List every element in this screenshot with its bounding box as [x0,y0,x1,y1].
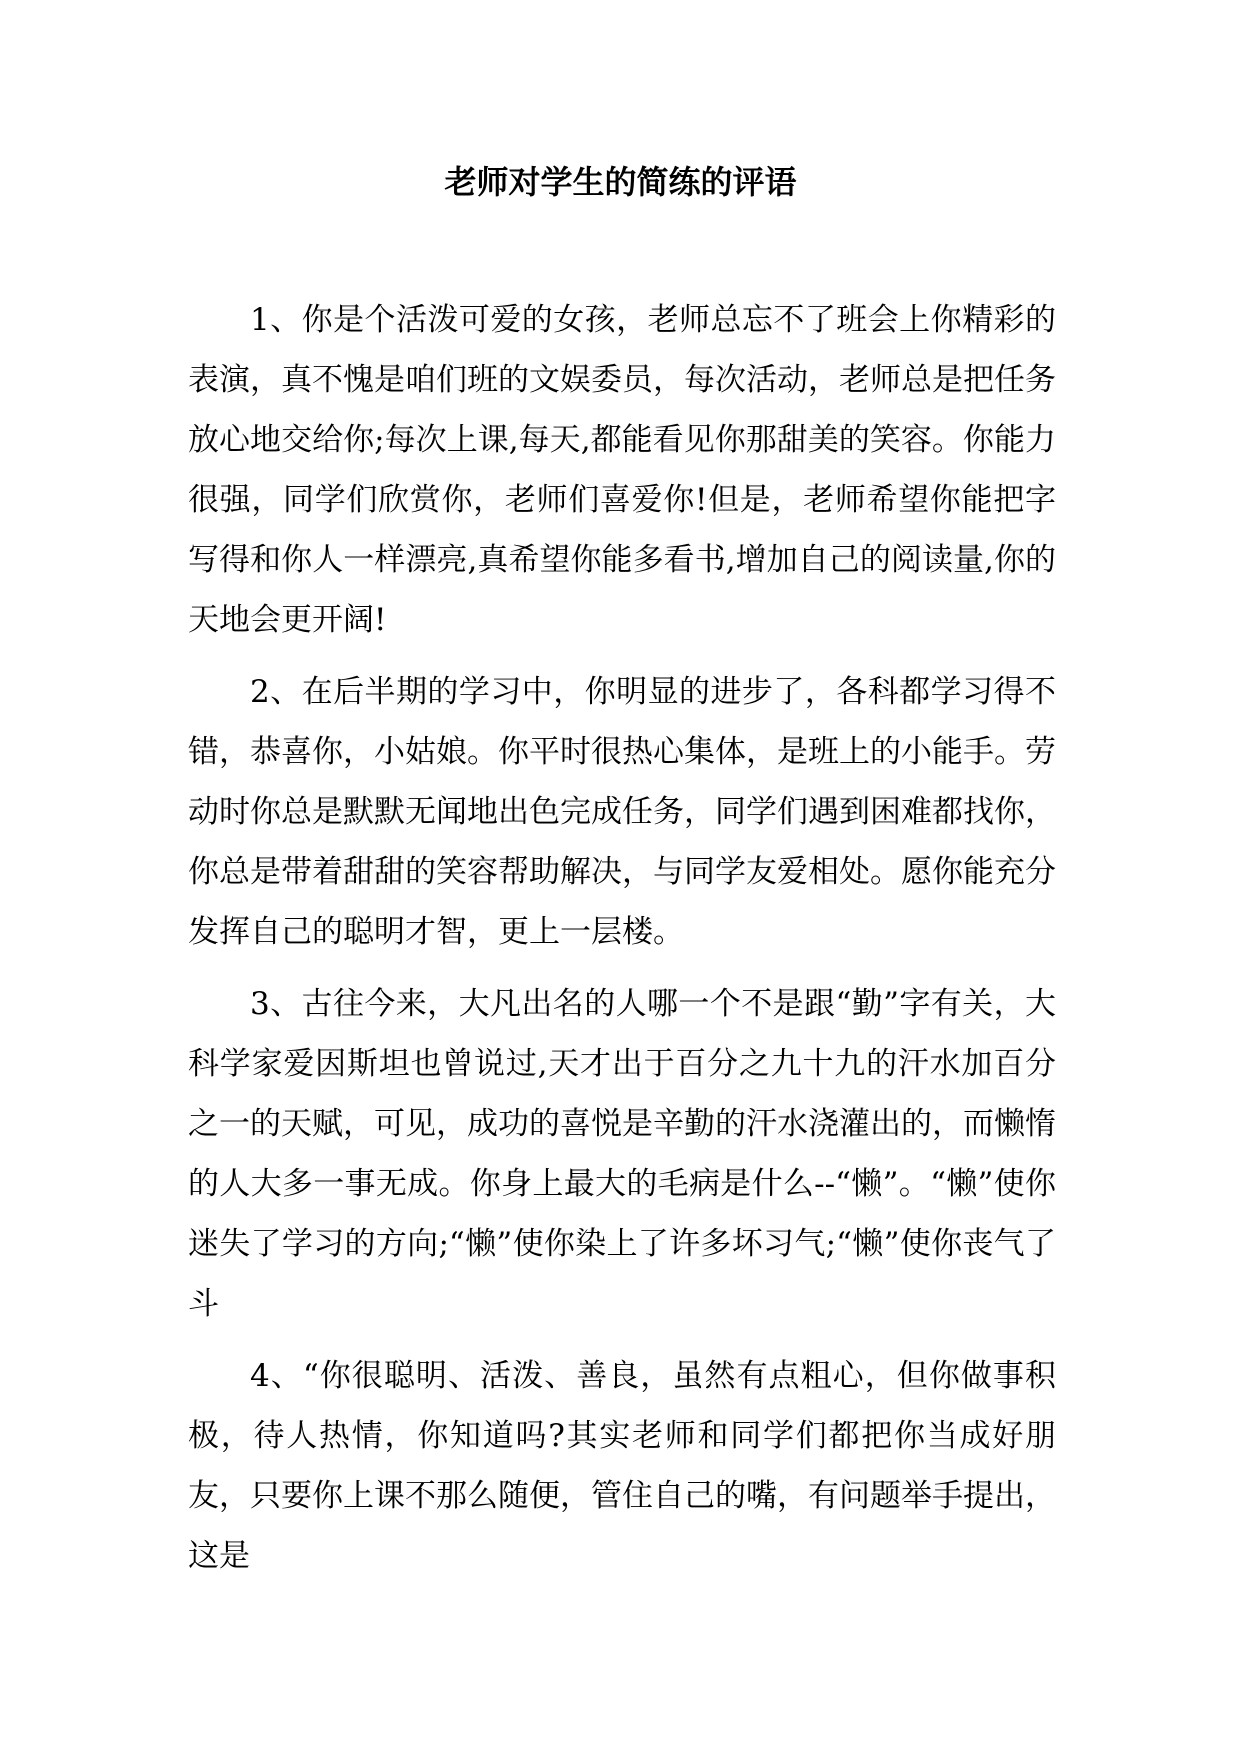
document-title: 老师对学生的简练的评语 [444,163,797,201]
paragraph-4: 4、“你很聪明、活泼、善良，虽然有点粗心，但你做事积极，待人热情，你知道吗?其实老师和同学们都把你当成好朋友，只要你上课不那么随便，管住自己的嘴，有问题举手提出，这是 [188,1358,1056,1574]
paragraph-3: 3、古往今来，大凡出名的人哪一个不是跟“勤”字有关，大科学家爱因斯坦也曾说过,天才出于百分之九十九的汗水加百分之一的天赋，可见，成功的喜悦是辛勤的汗水浇灌出的，而懒惰的人大多一事无成。你身上最大的毛病是什么--“懒”。“懒”使你迷失了学习的方向;“懒”使你染上了许多坏习气;“懒”使你丧气了斗 [188,986,1056,1322]
paragraph-1: 1、你是个活泼可爱的女孩，老师总忘不了班会上你精彩的表演，真不愧是咱们班的文娱委员，每次活动，老师总是把任务放心地交给你;每次上课,每天,都能看见你那甜美的笑容。你能力很强，同学们欣赏你，老师们喜爱你!但是，老师希望你能把字写得和你人一样漂亮,真希望你能多看书,增加自己的阅读量,你的天地会更开阔! [188,302,1056,638]
document-body [188,290,1056,1598]
paragraph-2: 2、在后半期的学习中，你明显的进步了，各科都学习得不错，恭喜你，小姑娘。你平时很热心集体，是班上的小能手。劳动时你总是默默无闻地出色完成任务，同学们遇到困难都找你，你总是带着甜甜的笑容帮助解决，与同学友爱相处。愿你能充分发挥自己的聪明才智，更上一层楼。 [188,674,1056,950]
